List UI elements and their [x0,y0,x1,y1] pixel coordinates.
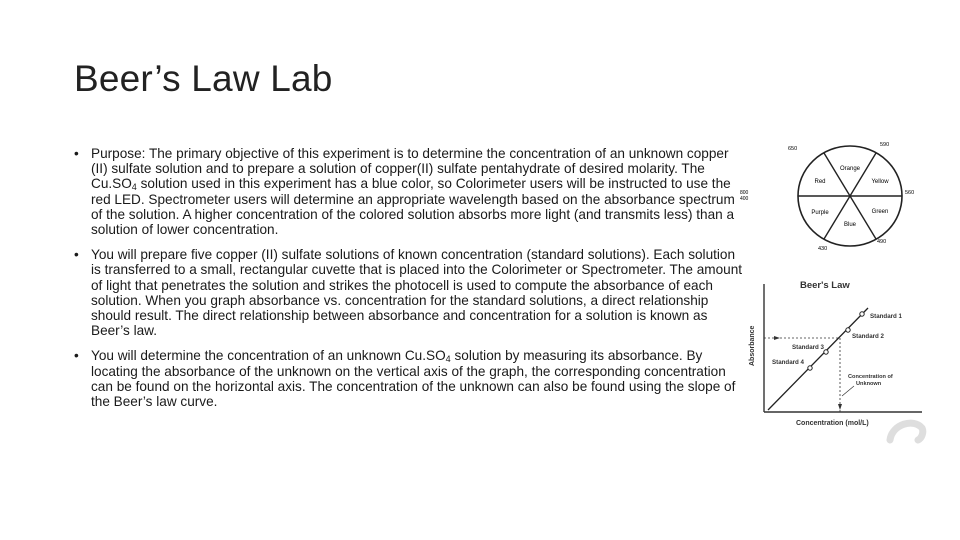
wheel-segment-orange: Orange [839,166,861,172]
wavelength-490: 490 [877,239,887,245]
x-axis-label: Concentration (mol/L) [796,420,869,427]
wheel-segment-purple: Purple [811,210,829,216]
wavelength-650: 650 [788,146,798,152]
bullet-purpose-subscript: 4 [131,182,137,193]
wheel-segment-yellow: Yellow [871,179,889,185]
wavelength-430: 430 [818,246,828,252]
standard-3-point [824,350,828,354]
unknown-label-line-1: Concentration of [848,374,893,380]
wheel-segment-red: Red [814,179,826,185]
wheel-segment-blue: Blue [843,222,857,228]
y-axis-label: Absorbance [749,325,756,366]
standard-1-label: Standard 1 [870,313,902,320]
wavelength-800: 800 [740,190,749,196]
standard-2-label: Standard 2 [852,333,884,340]
bullet-standards [74,247,744,338]
wavelength-560: 560 [905,190,915,196]
bullet-unknown-subscript: 4 [445,354,451,365]
wavelength-590: 590 [880,142,890,148]
color-wheel-figure [740,136,942,256]
bullet-purpose [74,146,744,237]
bullet-dot: • [74,146,79,161]
beers-law-figure [744,272,930,432]
unknown-label-line-2: Unknown [856,381,882,387]
standard-3-label: Standard 3 [792,344,824,351]
bullet-purpose-text-1: Purpose: The primary objective of this experiment is to determine the concentration of an unknown copper (II) sulfate solution and to prepare a solution of copper(II) sulfate pentahydrate of desired molarity. The Cu.SO [91,146,729,192]
standard-2-point [846,328,850,332]
wheel-segment-green: Green [871,209,889,215]
bullet-dot: • [74,247,79,263]
standard-4-label: Standard 4 [772,359,804,366]
arrow-icon [774,336,780,340]
bullet-unknown-text-2: solution by measuring its absorbance. By locating the absorbance of the unknown on the vertical axis of the graph, the corresponding concentration can be found on the horizontal axis. The concentration of the unknown can also be found using the slope of the Beer’s law curve. [91,348,736,410]
slide-title: Beer’s Law Lab [74,58,333,99]
watermark-icon [884,414,928,442]
bullet-purpose-text-2: solution used in this experiment has a blue color, so Colorimeter users will be instructed to use the red LED. Spectrometer users will determine an appropriate wavelength based on the absorbance spectrum of the solution. A higher concentration of the colored solution absorbs more light (and transmits less) than a solution of lower concentration. [91,176,735,238]
bullet-unknown-text-1: You will determine the concentration of an unknown Cu.SO [91,348,446,364]
arrow-icon [838,404,842,410]
bullet-list [74,146,744,419]
bullet-standards-text: You will prepare five copper (II) sulfate solutions of known concentration (standard solutions). Each solution is transferred to a small, rectangular cuvette that is placed into the Colorimeter or Spectrometer. The amount of light that penetrates the solution and strikes the photocell is used to compute the absorbance of each solution. When you graph absorbance vs. concentration for the standard solutions, a direct relationship should result. The direct relationship between absorbance and concentration for a solution is known as Beer’s law. [91,247,743,339]
standard-4-point [808,366,812,370]
bullet-unknown [74,348,744,409]
wavelength-400: 400 [740,196,749,202]
bullet-dot: • [74,348,79,364]
unknown-pointer [842,386,854,396]
standard-1-point [860,312,864,316]
beers-law-title: Beer's Law [800,280,850,291]
